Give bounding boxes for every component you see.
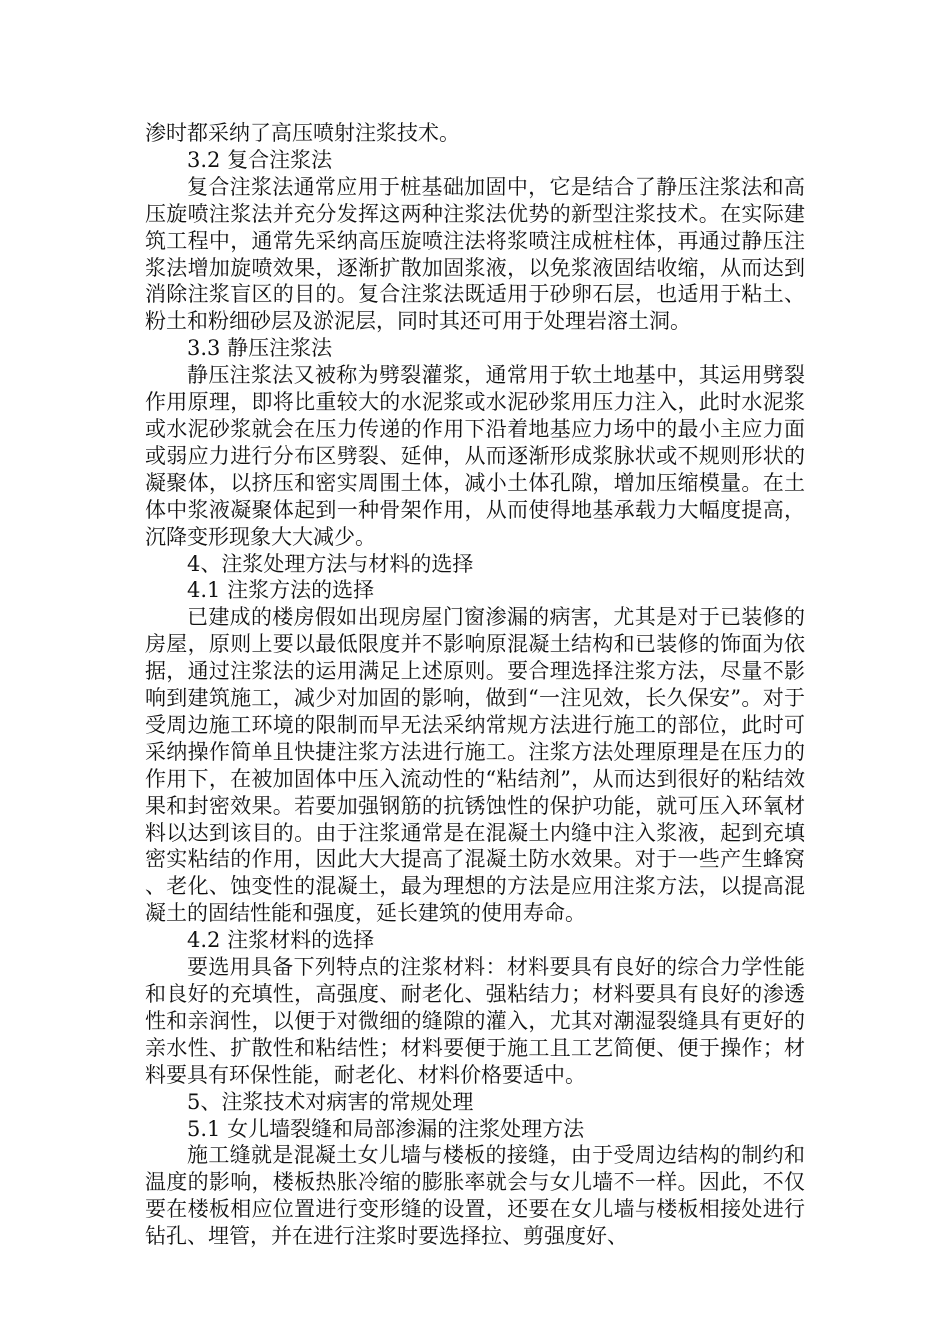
paragraph-continuation: 渗时都采纳了高压喷射注浆技术。 xyxy=(145,121,460,145)
paragraph-composite-grouting: 复合注浆法通常应用于桩基础加固中，它是结合了静压注浆法和高压旋喷注浆法并充分发挥这两种注浆法优势的新型注浆技术。在实际建筑工程中，通常先采纳高压旋喷注法将浆喷注成桩柱体，再通过静压注浆法增加旋喷效果，逐渐扩散加固浆液，以免浆液固结收缩，从而达到消除注浆盲区的目的。复合注浆法既适用于砂卵石层，也适用于粘土、粉土和粉细砂层及淤泥层，同时其还可用于处理岩溶土洞。 xyxy=(145,174,805,334)
paragraph-material-selection: 要选用具备下列特点的注浆材料：材料要具有良好的综合力学性能和良好的充填性，高强度、耐老化、强粘结力；材料要具有良好的渗透性和亲润性，以便于对微细的缝隙的灌入，尤其对潮湿裂缝具有更好的亲水性、扩散性和粘结性；材料要便于施工且工艺简便、便于操作；材料要具有环保性能，耐老化、材料价格要适中。 xyxy=(145,955,805,1087)
paragraph-parapet-treatment: 施工缝就是混凝土女儿墙与楼板的接缝，由于受周边结构的制约和温度的影响，楼板热胀冷缩的膨胀率就会与女儿墙不一样。因此，不仅要在楼板相应位置进行变形缝的设置，还要在女儿墙与楼板相接处进行钻孔、埋管，并在进行注浆时要选择拉、剪强度好、 xyxy=(145,1143,805,1249)
section-heading-4: 4、注浆处理方法与材料的选择 xyxy=(187,551,474,576)
section-heading-5: 5、注浆技术对病害的常规处理 xyxy=(187,1089,474,1114)
document-page xyxy=(145,120,805,1250)
section-heading-3-2: 3.2 复合注浆法 xyxy=(187,147,333,172)
paragraph-static-grouting: 静压注浆法又被称为劈裂灌浆，通常用于软土地基中，其运用劈裂作用原理，即将比重较大的水泥浆或水泥砂浆用压力注入，此时水泥浆或水泥砂浆就会在压力传递的作用下沿着地基应力场中的最小主应力面或弱应力进行分布区劈裂、延伸，从而逐渐形成浆脉状或不规则形状的凝聚体，以挤压和密实周围土体，减小土体孔隙，增加压缩模量。在土体中浆液凝聚体起到一种骨架作用，从而使得地基承载力大幅度提高，沉降变形现象大大减少。 xyxy=(145,363,805,549)
paragraph-method-selection: 已建成的楼房假如出现房屋门窗渗漏的病害，尤其是对于已装修的房屋，原则上要以最低限度并不影响原混凝土结构和已装修的饰面为依据，通过注浆法的运用满足上述原则。要合理选择注浆方法，尽量不影响到建筑施工，减少对加固的影响，做到“一注见效，长久保安”。对于受周边施工环境的限制而早无法采纳常规方法进行施工的部位，此时可采纳操作简单且快捷注浆方法进行施工。注浆方法处理原理是在压力的作用下，在被加固体中压入流动性的“粘结剂”，从而达到很好的粘结效果和封密效果。若要加强钢筋的抗锈蚀性的保护功能，就可压入环氧材料以达到该目的。由于注浆通常是在混凝土内缝中注入浆液，起到充填密实粘结的作用，因此大大提高了混凝土防水效果。对于一些产生蜂窝、老化、蚀变性的混凝土，最为理想的方法是应用注浆方法，以提高混凝土的固结性能和强度，延长建筑的使用寿命。 xyxy=(145,605,805,926)
section-heading-4-1: 4.1 注浆方法的选择 xyxy=(187,578,375,603)
section-heading-5-1: 5.1 女儿墙裂缝和局部渗漏的注浆处理方法 xyxy=(187,1116,585,1141)
section-heading-3-3: 3.3 静压注浆法 xyxy=(187,336,333,361)
section-heading-4-2: 4.2 注浆材料的选择 xyxy=(187,928,375,953)
